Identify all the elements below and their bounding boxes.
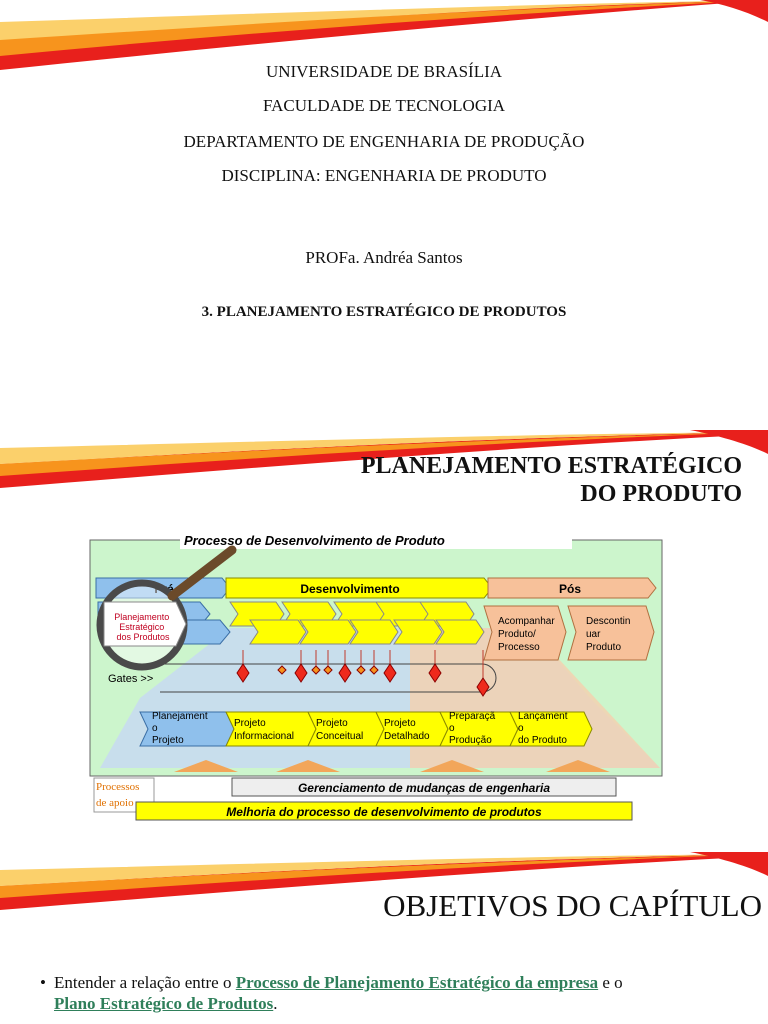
title-line-1: PLANEJAMENTO ESTRATÉGICO (360, 453, 742, 479)
objective-bullet (40, 972, 654, 1014)
bullet-suffix: . (273, 994, 278, 1013)
support-label: Processos de apoio (96, 781, 140, 809)
gates-label: Gates >> (108, 673, 154, 685)
department-name: DEPARTAMENTO DE ENGENHARIA DE PRODUÇÃO (183, 132, 585, 151)
phase-dev-label: Desenvolvimento (300, 582, 400, 596)
stage-6-label: Lançament o do Produto (518, 711, 568, 746)
stage-4-label: Projeto Detalhado (384, 718, 430, 742)
bullet-prefix: Entender a relação entre o (54, 973, 236, 992)
change-management-label: Gerenciamento de mudanças de engenharia (297, 781, 551, 795)
faculty-name: FACULDADE DE TECNOLOGIA (262, 96, 506, 115)
university-name: UNIVERSIDADE DE BRASÍLIA (265, 62, 503, 81)
chapter-title: 3. PLANEJAMENTO ESTRATÉGICO DE PRODUTOS (201, 304, 567, 320)
slide-3-title: OBJETIVOS DO CAPÍTULO (383, 888, 762, 923)
bullet-middle: e o (598, 973, 623, 992)
stage-1-label: Planejament o Projeto (152, 711, 208, 746)
pos-step-1-label: Acompanhar Produto/ Processo (498, 616, 555, 653)
title-line-2: DO PRODUTO (580, 481, 742, 507)
product-development-diagram (80, 528, 680, 828)
decorative-swoosh (0, 0, 768, 70)
link-planning-process[interactable]: Processo de Planejamento Estratégico da empresa (235, 973, 599, 992)
stage-row (140, 711, 592, 746)
slide-1 (0, 0, 768, 420)
professor-name: PROFa. Andréa Santos (305, 248, 463, 267)
phase-pos-label: Pós (558, 582, 582, 596)
phase-pre-label: Pré (154, 582, 174, 596)
link-product-plan[interactable]: Plano Estratégico de Produtos (54, 994, 274, 1013)
stage-5-label: Preparaçã o Produção (449, 711, 496, 746)
slide-2-title (361, 452, 742, 508)
bullet-dot: • (40, 973, 46, 992)
magnified-label: Planejamento Estratégico dos Produtos (114, 612, 170, 642)
stage-2-label: Projeto Informacional (234, 718, 295, 742)
frame-title: Processo de Desenvolvimento de Produto (184, 533, 445, 548)
improvement-label: Melhoria do processo de desenvolvimento de produtos (226, 805, 542, 819)
dev-chevrons-front (250, 620, 484, 644)
discipline-name: DISCIPLINA: ENGENHARIA DE PRODUTO (221, 166, 547, 185)
stage-3-label: Projeto Conceitual (316, 718, 364, 742)
pos-step-2-label: Descontin uar Produto (586, 616, 631, 653)
